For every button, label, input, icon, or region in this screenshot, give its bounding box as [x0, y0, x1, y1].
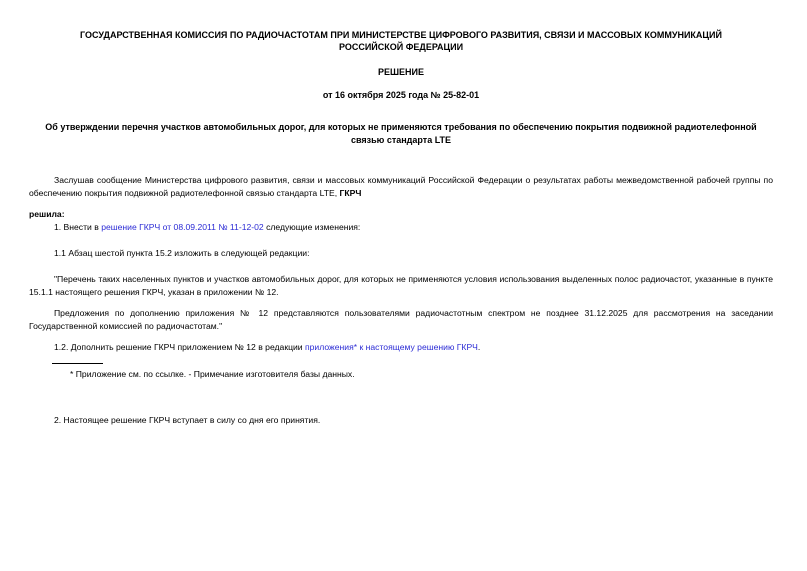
- quote-paragraph-1: "Перечень таких населенных пунктов и участков автомобильных дорог, для которых не применяются условия использования выделенных полос радиочастот, указанные в пункте 15.1.1 настоящего решения ГКРЧ, указан в приложении № 12.: [29, 274, 773, 297]
- document-title: Об утверждении перечня участков автомобильных дорог, для которых не применяются требования по обеспечению покрытия подвижной радиотелефонной связью стандарта LTE: [45, 122, 757, 145]
- item-2: 2. Настоящее решение ГКРЧ вступает в силу со дня его принятия.: [54, 415, 321, 425]
- preamble-paragraph: [29, 174, 773, 200]
- item-1-text-after: следующие изменения:: [263, 222, 361, 232]
- document-body: [29, 174, 773, 427]
- header-organization: ГОСУДАРСТВЕННАЯ КОМИССИЯ ПО РАДИОЧАСТОТАМ ПРИ МИНИСТЕРСТВЕ ЦИФРОВОГО РАЗВИТИЯ, СВЯЗИ И МАССОВЫХ КОММУНИКАЦИЙ РОССИЙСКОЙ ФЕДЕРАЦИИ: [80, 30, 722, 52]
- gkrch-decision-link[interactable]: решение ГКРЧ от 08.09.2011 № 11-12-02: [101, 222, 264, 232]
- quote-paragraph-2: Предложения по дополнению приложения № 12 представляются пользователями радиочастотным спектром не позднее 31.12.2025 для рассмотрения на заседании Государственной комиссией по радиочастотам.": [29, 308, 773, 331]
- decided-label: решила:: [29, 209, 65, 219]
- footnote-text: * Приложение см. по ссылке. - Примечание изготовителя базы данных.: [70, 369, 355, 379]
- item-1-text-before: 1. Внести в: [54, 222, 102, 232]
- preamble-text: Заслушав сообщение Министерства цифрового развития, связи и массовых коммуникаций Российской Федерации о результатах работы межведомственной рабочей группы по обеспечению покрытия подвижной радиотелефонной связью стандарта LTE,: [29, 175, 773, 198]
- document-date-number: от 16 октября 2025 года № 25-82-01: [322, 90, 480, 100]
- document-type-heading: РЕШЕНИЕ: [377, 67, 425, 77]
- footnote-separator: [52, 363, 103, 364]
- item-1: [29, 221, 773, 234]
- appendix-link[interactable]: приложения* к настоящему решению ГКРЧ: [305, 342, 478, 352]
- item-1-2-text-after: .: [477, 342, 481, 352]
- item-1-2: [29, 341, 773, 354]
- item-1-1: 1.1 Абзац шестой пункта 15.2 изложить в следующей редакции:: [54, 248, 310, 258]
- footnote-block: [52, 363, 773, 381]
- preamble-gkrch-bold: ГКРЧ: [339, 188, 362, 198]
- item-1-2-text-before: 1.2. Дополнить решение ГКРЧ приложением № 12 в редакции: [54, 342, 305, 352]
